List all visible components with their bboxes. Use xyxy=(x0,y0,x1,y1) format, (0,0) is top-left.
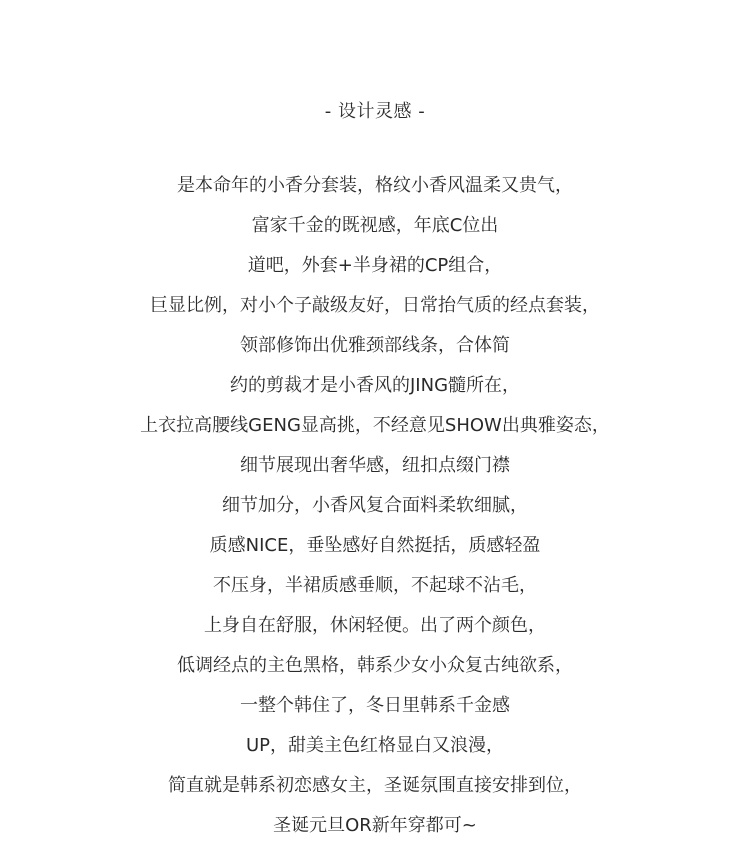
description-line: 细节加分，小香风复合面料柔软细腻， xyxy=(222,495,528,516)
section-heading: - 设计灵感 - xyxy=(324,101,426,122)
description-line: 圣诞元旦OR新年穿都可~ xyxy=(273,815,477,836)
description-line: 细节展现出奢华感，纽扣点缀门襟 xyxy=(240,455,510,476)
description-line: 上身自在舒服，休闲轻便。出了两个颜色， xyxy=(204,615,546,636)
description-line: 道吧，外套+半身裙的CP组合， xyxy=(247,255,503,276)
description-line: 约的剪裁才是小香风的JING髓所在， xyxy=(229,375,521,396)
description-line: 低调经点的主色黑格，韩系少女小众复古纯欲系， xyxy=(177,655,573,676)
description-line: 领部修饰出优雅颈部线条，合体简 xyxy=(240,335,510,356)
description-line: 巨显比例，对小个子敲级友好，日常抬气质的经点套装， xyxy=(150,295,600,316)
description-line: 不压身，半裙质感垂顺，不起球不沾毛， xyxy=(213,575,537,596)
description-line: 上衣拉高腰线GENG显高挑，不经意见SHOW出典雅姿态， xyxy=(140,415,610,436)
description-line: 富家千金的既视感，年底C位出 xyxy=(251,215,499,236)
description-text-block xyxy=(0,172,750,852)
description-line: 是本命年的小香分套装，格纹小香风温柔又贵气， xyxy=(177,175,573,196)
description-line: 一整个韩住了，冬日里韩系千金感 xyxy=(240,695,510,716)
description-line: 简直就是韩系初恋感女主，圣诞氛围直接安排到位， xyxy=(168,775,582,796)
description-line: 质感NICE，垂坠感好自然挺括，质感轻盈 xyxy=(209,535,541,556)
description-line: UP，甜美主色红格显白又浪漫， xyxy=(245,735,505,756)
